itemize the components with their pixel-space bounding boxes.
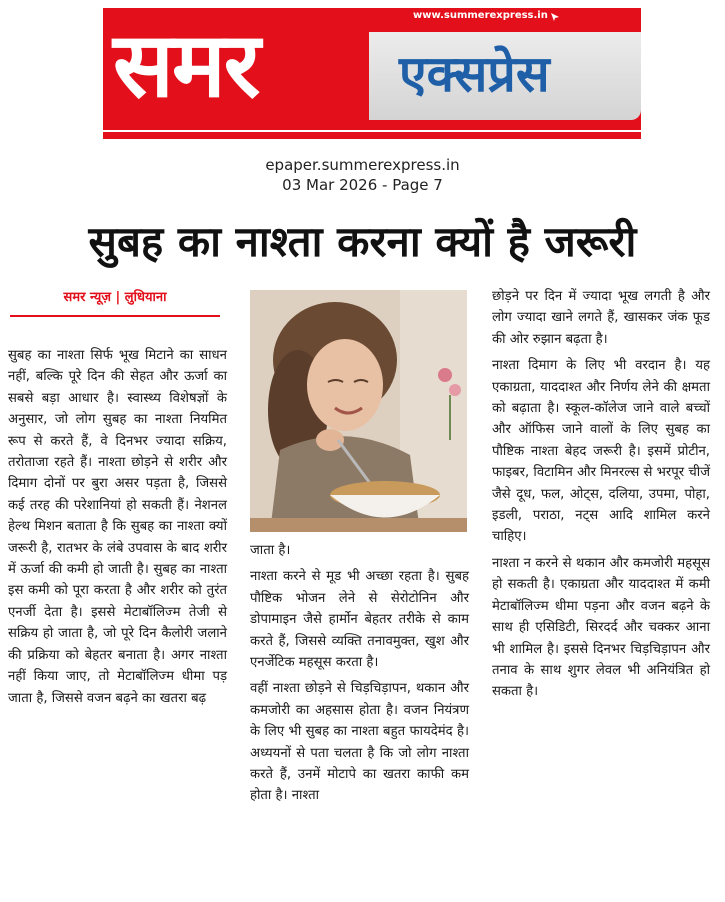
breakfast-illustration xyxy=(250,290,467,532)
masthead-name-express: एक्सप्रेस xyxy=(399,45,550,103)
column-2-paragraph: जाता है। xyxy=(250,543,291,558)
column-2-paragraph: वहीं नाश्ता छोड़ने से चिड़चिड़ापन, थकान और कमजोरी का अहसास होता है। वजन नियंत्रण के लिए भी सुबह का नाश्ता बहुत फायदेमंद है। अध्ययनों से पता चलता है कि जो लोग नाश्ता करते हैं, उनमें मोटापे का खतरा काफी कम होता है। नाश्ता xyxy=(250,681,469,804)
column-3-paragraph: छोड़ने पर दिन में ज्यादा भूख लगती है और लोग ज्यादा खाने लगते हैं, खासकर जंक फूड की ओर रुझान बढ़ता है। xyxy=(492,289,710,347)
article-column-2 xyxy=(250,540,469,812)
byline-divider xyxy=(10,315,220,317)
masthead-underline xyxy=(103,132,641,139)
column-1-paragraph: सुबह का नाश्ता सिर्फ भूख मिटाने का साधन नहीं, बल्कि पूरे दिन की सेहत और ऊर्जा का सबसे बड़ा आधार है। स्वास्थ्य विशेषज्ञों के अनुसार, जो लोग सुबह का नाश्ता नियमित रूप से करते हैं, वे दिनभर ज्यादा सक्रिय, तरोताजा रहते हैं। नाश्ता छोड़ने से शरीर और दिमाग दोनों पर बुरा असर पड़ता है, जिससे कई तरह की परेशानियां हो सकती हैं। नेशनल हेल्थ मिशन बताता है कि सुबह का नाश्ता क्यों जरूरी है, रातभर के लंबे उपवास के बाद शरीर में ऊर्जा की कमी हो जाती है। सुबह का नाश्ता इस कमी को पूरा करता है और शरीर को तुरंत एनर्जी देता है। इससे मेटाबॉलिज्म तेजी से सक्रिय हो जाता है, जो पूरे दिन कैलोरी जलाने की प्रक्रिया को बेहतर बनाता है। अगर नाश्ता नहीं किया जाए, तो मेटाबॉलिज्म धीमा पड़ जाता है, जिससे वजन बढ़ने का खतरा बढ़ xyxy=(8,348,227,706)
source-site: epaper.summerexpress.in xyxy=(265,156,460,174)
article-headline: सुबह का नाश्ता करना क्यों है जरूरी xyxy=(88,217,637,266)
column-3-paragraph: नाश्ता दिमाग के लिए भी वरदान है। यह एकाग्रता, याददाश्त और निर्णय लेने की क्षमता को बढ़ाता है। स्कूल-कॉलेज जाने वाले बच्चों और ऑफिस जाने वालों के लिए सुबह का पौष्टिक नाश्ता बेहद जरूरी है। इसमें प्रोटीन, फाइबर, विटामिन और मिनरल्स से भरपूर चीजें जैसे दूध, फल, ओट्स, दलिया, उपमा, पोहा, इडली, पराठा, नट्स आदि शामिल करने चाहिए। xyxy=(492,358,710,545)
source-date-page: 03 Mar 2026 - Page 7 xyxy=(282,176,443,194)
masthead-logo xyxy=(103,8,641,139)
article-column-3 xyxy=(492,286,710,708)
masthead-url[interactable]: www.summerexpress.in xyxy=(413,10,548,21)
article-photo-woman-eating-breakfast xyxy=(250,290,467,532)
column-2-paragraph: नाश्ता करने से मूड भी अच्छा रहता है। सुबह पौष्टिक भोजन लेने से सेरोटोनिन और डोपामाइन जैसे हार्मोन बेहतर तरीके से काम करते हैं, जिससे व्यक्ति तनावमुक्त, खुश और एनर्जेटिक महसूस करता है। xyxy=(250,569,469,671)
article-byline: समर न्यूज़ | लुधियाना xyxy=(63,290,167,305)
cursor-arrow-icon xyxy=(550,12,560,22)
article-column-1 xyxy=(8,345,227,714)
masthead-name-samar: समर xyxy=(113,13,259,118)
column-3-paragraph: नाश्ता न करने से थकान और कमजोरी महसूस हो सकती है। एकाग्रता और याददाश्त में कमी मेटाबॉलिज्म धीमा पड़ना और वजन बढ़ने के साथ ही एसिडिटी, सिरदर्द और चक्कर आना भी शामिल है। इससे दिनभर चिड़चिड़ापन और तनाव के साथ शुगर लेवल भी अनियंत्रित हो सकता है। xyxy=(492,555,710,700)
